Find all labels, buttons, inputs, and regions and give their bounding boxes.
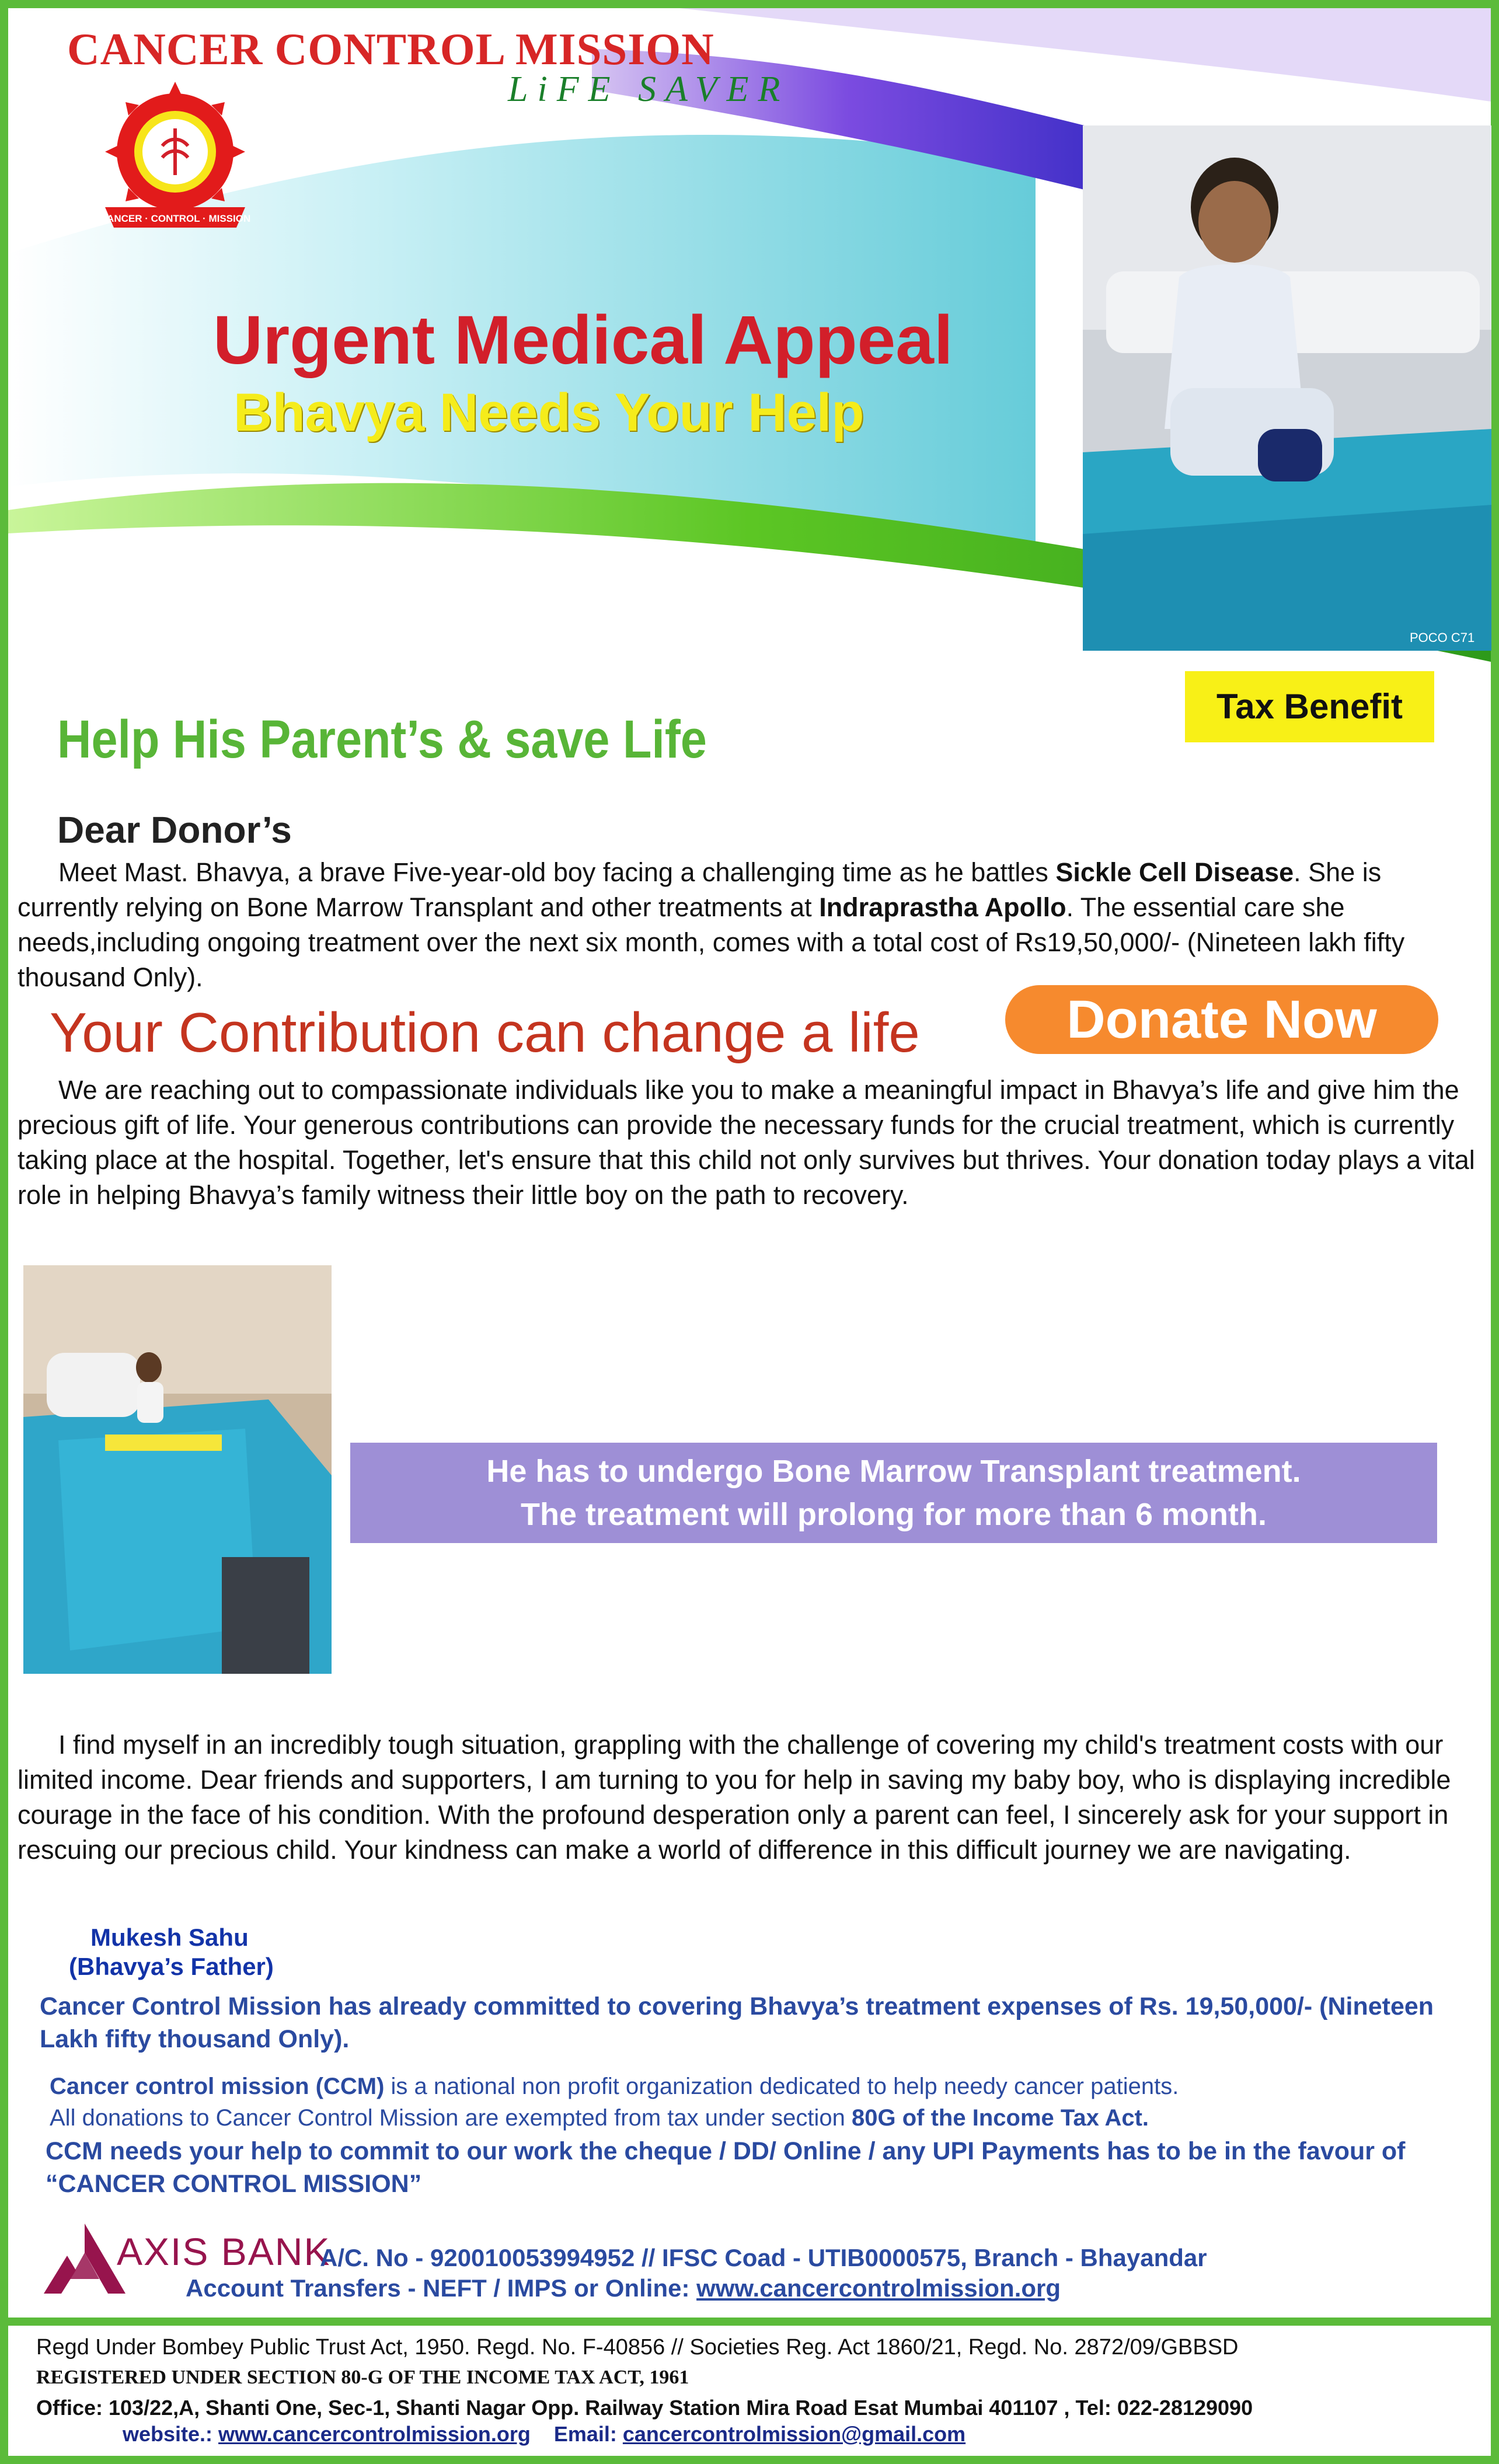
footer-contacts [123,2422,965,2446]
intro-text-3: . The essential care she needs,including ongoing treatment over the next six month, comes with a total cost of Rs19,50,000/- (Nineteen lakh fifty thousand Only). [18,892,1405,992]
bank-account-line: A/C. No - 920010053994952 // IFSC Coad - UTIB0000575, Branch - Bhayandar [320,2244,1207,2271]
ccm-about [50,2071,1474,2134]
footer-regd: Regd Under Bombey Public Trust Act, 1950. Regd. No. F-40856 // Societies Reg. Act 1860/21, Regd. No. 2872/09/GBBSD [36,2335,1239,2360]
ccm-commitment: Cancer Control Mission has already committed to covering Bhavya’s treatment expenses of Rs. 19,50,000/- (Nineteen Lakh fifty thousand Only). [40,1992,1434,2053]
treatment-line-1: He has to undergo Bone Marrow Transplant treatment. [486,1454,1301,1489]
hospital-name: Indraprastha Apollo [819,892,1066,922]
appeal-paragraph [18,1073,1488,1213]
appeal-text: We are reaching out to compassionate individuals like you to make a meaningful impact in Bhavya’s life and give him the precious gift of life. Your generous contributions can provide the necessary funds for the crucial treatment, which is currently taking place at the hospital. Together, let's ensure that this child not only survives but thrives. Your donation today plays a vital role in helping Bhavya’s family witness their little boy on the path to recovery. [18,1075,1475,1210]
transfer-prefix: Account Transfers - NEFT / IMPS or Online: [186,2274,697,2302]
intro-paragraph [18,855,1488,995]
ccm-about-text: is a national non profit organization dedicated to help needy cancer patients. [384,2074,1179,2099]
bank-name: AXIS BANK [117,2230,331,2273]
axis-bank-logo-icon [41,2221,128,2297]
email-link[interactable]: cancercontrolmission@gmail.com [622,2422,966,2446]
website-link[interactable]: www.cancercontrolmission.org [218,2422,531,2446]
disease-name: Sickle Cell Disease [1055,857,1294,887]
appeal-subtitle: Bhavya Needs Your Help [233,383,864,442]
patient-photo [1083,125,1491,651]
cancer-control-mission-logo [88,82,263,233]
donate-now-button[interactable]: Donate Now [1005,985,1438,1054]
salutation: Dear Donor’s [57,809,292,851]
signer-relation: (Bhavya’s Father) [69,1953,274,1980]
footer-office: Office: 103/22,A, Shanti One, Sec-1, Shanti Nagar Opp. Railway Station Mira Road Esat Mumbai 401107 , Tel: 022-28129090 [36,2396,1253,2420]
photo-watermark: POCO C71 [1410,630,1475,645]
logo-banner-text: CANCER · CONTROL · MISSION [99,213,251,224]
parent-paragraph [18,1727,1488,1868]
ccm-exempt-text: All donations to Cancer Control Mission are exempted from tax under section [50,2105,852,2131]
contribution-heading: Your Contribution can change a life [50,1001,920,1064]
help-heading: Help His Parent’s & save Life [57,710,707,769]
ccm-needs: CCM needs your help to commit to our work the cheque / DD/ Online / any UPI Payments has to be in the favour of “CANCER CONTROL MISSION” [46,2137,1406,2198]
tax-benefit-badge: Tax Benefit [1185,671,1434,742]
bank-transfer-line [186,2274,1061,2302]
hospital-bed-photo [23,1265,332,1674]
ccm-80g: 80G of the Income Tax Act. [852,2105,1149,2131]
email-label: Email: [553,2422,623,2446]
website-label: website.: [123,2422,219,2446]
appeal-title: Urgent Medical Appeal [213,302,953,379]
intro-text-2: . She is currently relying on Bone Marrow Transplant and other treatments at [18,857,1382,922]
treatment-line-2: The treatment will prolong for more than 6 month. [520,1497,1267,1532]
parent-text: I find myself in an incredibly tough situation, grappling with the challenge of covering my child's treatment costs with our limited income. Dear friends and supporters, I am turning to you for help in saving my baby boy, who is displaying incredible courage in the face of his condition. With the profound desperation only a parent can feel, I sincerely ask for your support in rescuing our precious child. Your kindness can make a world of difference in this difficult journey we are navigating. [18,1730,1451,1865]
treatment-info-box [350,1443,1437,1543]
footer-registered: REGISTERED UNDER SECTION 80-G OF THE INCOME TAX ACT, 1961 [36,2367,689,2388]
signer-name: Mukesh Sahu [90,1924,249,1951]
org-title: CANCER CONTROL MISSION [67,24,714,74]
ccm-name: Cancer control mission (CCM) [50,2074,385,2099]
intro-text-1: Meet Mast. Bhavya, a brave Five-year-old boy facing a challenging time as he battles [58,857,1056,887]
org-tagline: LiFE SAVER [508,69,790,109]
transfer-url-link[interactable]: www.cancercontrolmission.org [696,2274,1061,2302]
